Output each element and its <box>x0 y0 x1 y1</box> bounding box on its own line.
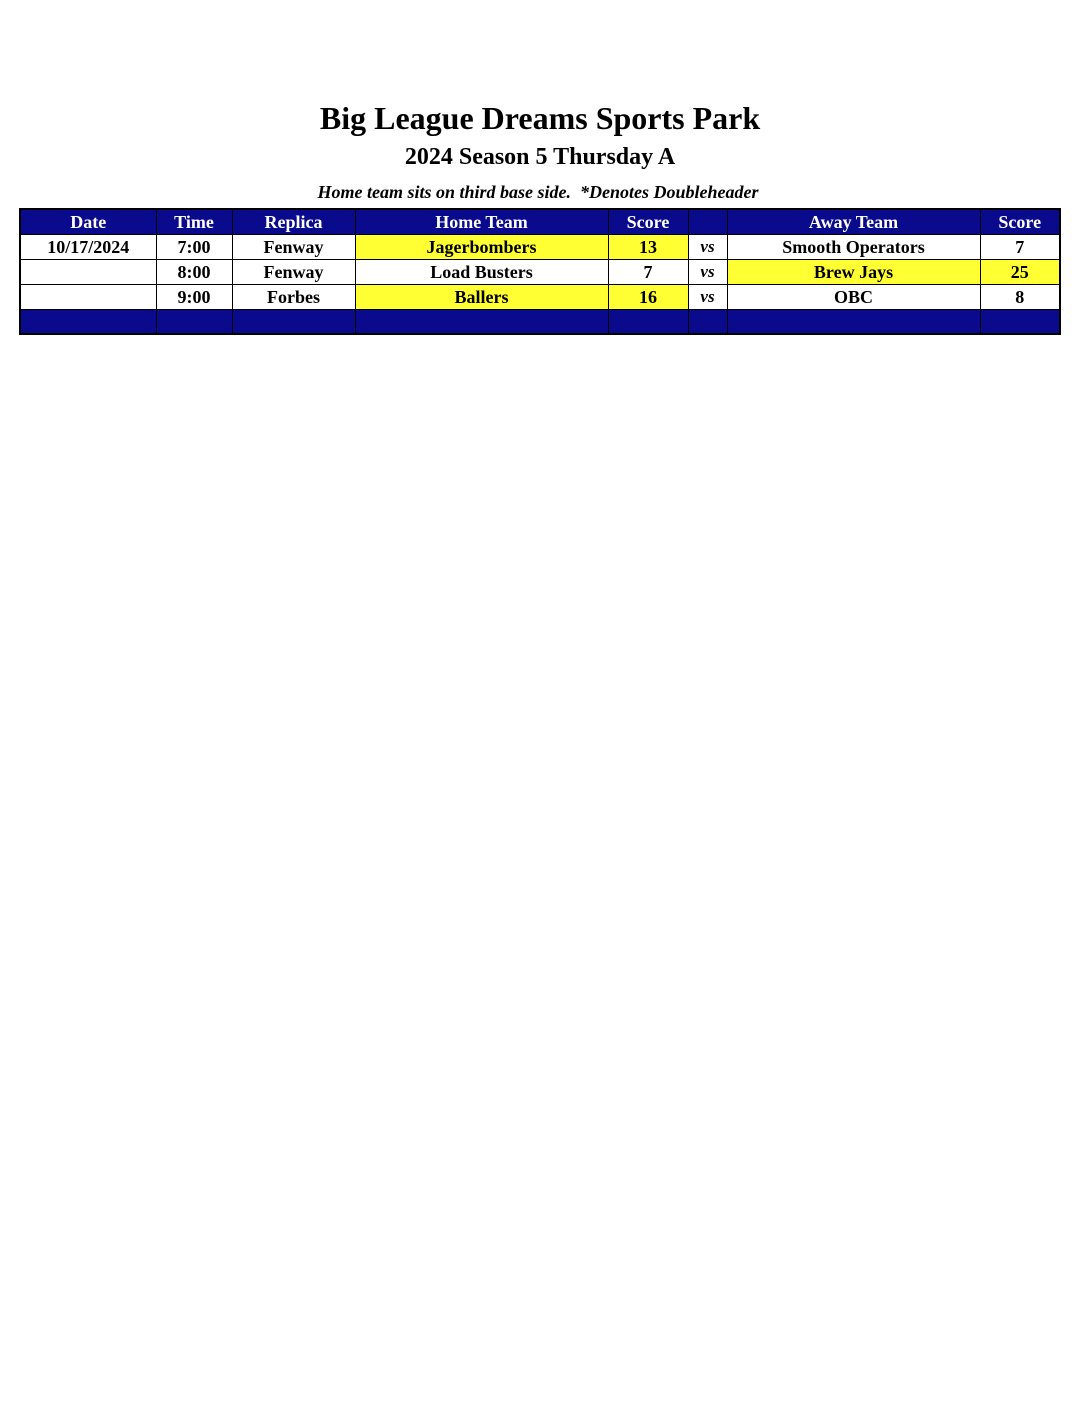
column-header-vs <box>688 209 727 235</box>
footer-cell <box>156 310 232 335</box>
cell-vs: vs <box>688 260 727 285</box>
schedule-note: Home team sits on third base side. *Denotes Doubleheader <box>317 182 759 202</box>
column-header-replica: Replica <box>232 209 355 235</box>
cell-time: 8:00 <box>156 260 232 285</box>
footer-cell <box>608 310 688 335</box>
cell-replica: Fenway <box>232 260 355 285</box>
table-row <box>20 285 1060 310</box>
cell-home-score: 13 <box>608 235 688 260</box>
cell-away-score: 7 <box>980 235 1060 260</box>
cell-away-score: 8 <box>980 285 1060 310</box>
page-title: Big League Dreams Sports Park <box>319 100 761 136</box>
table-row <box>20 235 1060 260</box>
cell-away-team: Brew Jays <box>727 260 980 285</box>
season-subtitle: 2024 Season 5 Thursday A <box>404 144 676 170</box>
column-header-home-team: Home Team <box>355 209 608 235</box>
footer-cell <box>355 310 608 335</box>
cell-replica: Fenway <box>232 235 355 260</box>
column-header-away-score: Score <box>980 209 1060 235</box>
footer-cell <box>727 310 980 335</box>
table-row <box>20 260 1060 285</box>
cell-vs: vs <box>688 235 727 260</box>
cell-home-score: 16 <box>608 285 688 310</box>
cell-away-score: 25 <box>980 260 1060 285</box>
footer-cell <box>20 310 156 335</box>
cell-away-team: OBC <box>727 285 980 310</box>
column-header-away-team: Away Team <box>727 209 980 235</box>
column-header-home-score: Score <box>608 209 688 235</box>
cell-time: 9:00 <box>156 285 232 310</box>
cell-home-team: Load Busters <box>355 260 608 285</box>
cell-date <box>20 260 156 285</box>
footer-cell <box>232 310 355 335</box>
table-footer-row <box>20 310 1060 335</box>
column-header-time: Time <box>156 209 232 235</box>
column-header-date: Date <box>20 209 156 235</box>
footer-cell <box>688 310 727 335</box>
cell-vs: vs <box>688 285 727 310</box>
cell-away-team: Smooth Operators <box>727 235 980 260</box>
cell-date <box>20 285 156 310</box>
cell-home-team: Ballers <box>355 285 608 310</box>
cell-date: 10/17/2024 <box>20 235 156 260</box>
cell-home-team: Jagerbombers <box>355 235 608 260</box>
table-header-row <box>20 209 1060 235</box>
schedule-table <box>19 208 1061 335</box>
cell-home-score: 7 <box>608 260 688 285</box>
footer-cell <box>980 310 1060 335</box>
cell-time: 7:00 <box>156 235 232 260</box>
cell-replica: Forbes <box>232 285 355 310</box>
